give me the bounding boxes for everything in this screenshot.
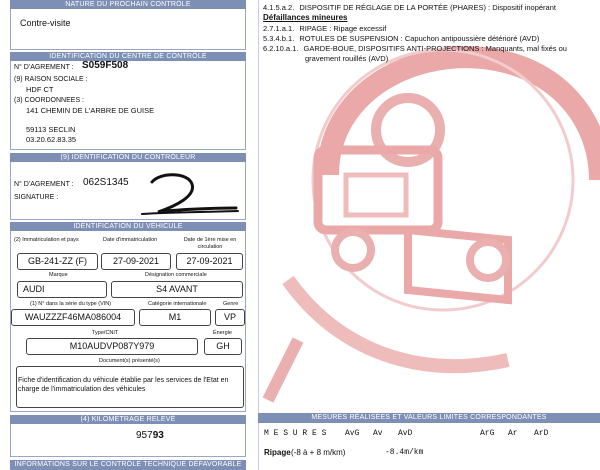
mineure-line-1 (263, 24, 386, 34)
type-label: Type/CNIT (92, 330, 119, 336)
left-page (0, 0, 258, 470)
ripage-limits: (-8 à + 8 m/km) (291, 448, 346, 457)
mineure-text-1: RIPAGE : Ripage excessif (299, 24, 387, 33)
centre-address-line1: 141 CHEMIN DE L'ARBRE DE GUISE (26, 106, 155, 115)
mineure-code-2: 5.3.4.b.1. (263, 34, 295, 43)
controleur-agrement-label: N° D'AGREMENT : (14, 181, 74, 188)
energie-label: Énergie (213, 330, 232, 336)
designation-value: S4 AVANT (111, 281, 243, 298)
date-immat-value: 27-09-2021 (101, 253, 171, 270)
kilometrage-value-b: 93 (152, 430, 164, 441)
genre-value: VP (215, 309, 245, 326)
genre-label: Genre (223, 301, 239, 307)
mineure-line-3 (263, 44, 567, 54)
vehicule-header: IDENTIFICATION DU VÉHICULE (10, 222, 246, 231)
marque-value: AUDI (17, 281, 107, 298)
controleur-header: (9) IDENTIFICATION DU CONTRÔLEUR (10, 153, 246, 162)
mesures-col-ard: ArD (534, 429, 549, 438)
kilometrage-value (136, 431, 164, 441)
prochain-controle-value: Contre-visite (20, 18, 71, 28)
mesures-title: M E S U R E S (264, 429, 327, 438)
controleur-agrement-value: 062S1345 (83, 177, 129, 188)
designation-label: Désignation commerciale (145, 272, 207, 278)
immat-label: (2) Immatriculation et pays (14, 237, 79, 243)
vin-value: WAUZZZF46MA086004 (11, 309, 135, 326)
vin-label: (1) N° dans la série du type (VIN) (30, 301, 112, 307)
controleur-signature-label: SIGNATURE : (14, 194, 59, 201)
centre-header: IDENTIFICATION DU CENTRE DE CONTRÔLE (10, 52, 246, 61)
mineure-code-1: 2.7.1.a.1. (263, 24, 295, 33)
mesures-col-avd: AvD (398, 429, 413, 438)
mineure-text-3: GARDE-BOUE, DISPOSITIFS ANTI-PROJECTIONS : Manquants, mal fixés ou (303, 44, 567, 53)
date-immat-label: Date d'immatriculation (103, 237, 158, 243)
docs-value: Fiche d'identification du véhicule établie par les services de l'Etat en charge de l'immatriculation des véhicules (18, 377, 229, 393)
cat-label: Catégorie internationale (148, 301, 207, 307)
centre-address-line2: 59113 SECLIN (26, 125, 76, 134)
mineure-code-3: 6.2.10.a.1. (263, 44, 299, 53)
date-first-label: Date de 1ère mise en circulation (183, 237, 237, 250)
energie-value: GH (204, 338, 242, 355)
right-border (258, 0, 600, 470)
kilometrage-value-a: 957 (136, 430, 153, 441)
ripage-label: Ripage (264, 448, 291, 457)
marque-label: Marque (49, 272, 68, 278)
centre-raison-value: HDF CT (26, 85, 54, 94)
centre-coord-label: (3) COORDONNEES : (14, 97, 85, 104)
prochain-controle-header: NATURE DU PROCHAIN CONTRÔLE (10, 0, 246, 9)
mesures-col-arg: ArG (480, 429, 495, 438)
mineure-line-3-cont: gravement rouillés (AVD) (305, 54, 389, 63)
cat-value: M1 (139, 309, 211, 326)
centre-raison-label: (9) RAISON SOCIALE : (14, 76, 88, 83)
mesures-col-avg: AvG (345, 429, 360, 438)
kilometrage-header: (4) KILOMÉTRAGE RELEVÉ (10, 415, 246, 424)
date-first-value: 27-09-2021 (176, 253, 243, 270)
mesures-header: MESURES RÉALISÉES ET VALEURS LIMITES CORRESPONDANTES (258, 413, 600, 423)
centre-phone: 03.20.62.83.35 (26, 135, 77, 144)
signature-image (130, 164, 240, 220)
mesures-col-ar: Ar (508, 429, 518, 438)
right-page (258, 0, 600, 470)
mesures-col-av: Av (373, 429, 383, 438)
mineures-title: Défaillances mineures (263, 13, 348, 22)
mineure-line-2 (263, 34, 539, 44)
informations-header: INFORMATIONS SUR LE CONTRÔLE TECHNIQUE DÉFAVORABLE (10, 460, 246, 470)
ripage-value: -8.4m/km (385, 448, 424, 457)
docs-label: Document(s) présenté(s) (99, 358, 160, 364)
mineure-text-2: ROTULES DE SUSPENSION : Capuchon antipoussière détérioré (AVD) (299, 34, 540, 43)
centre-agrement-label: N° D'AGREMENT : (14, 64, 74, 71)
type-value: M10AUDVP087Y979 (26, 338, 198, 355)
immat-value: GB-241-ZZ (F) (17, 253, 98, 270)
defaillance-line-1 (263, 3, 556, 13)
centre-agrement-value: S059F508 (82, 60, 129, 71)
defaillance-text-1: DISPOSITIF DE RÉGLAGE DE LA PORTÉE (PHARES) : Dispositif inopérant (299, 3, 556, 12)
defaillance-code-1: 4.1.5.a.2. (263, 3, 295, 12)
